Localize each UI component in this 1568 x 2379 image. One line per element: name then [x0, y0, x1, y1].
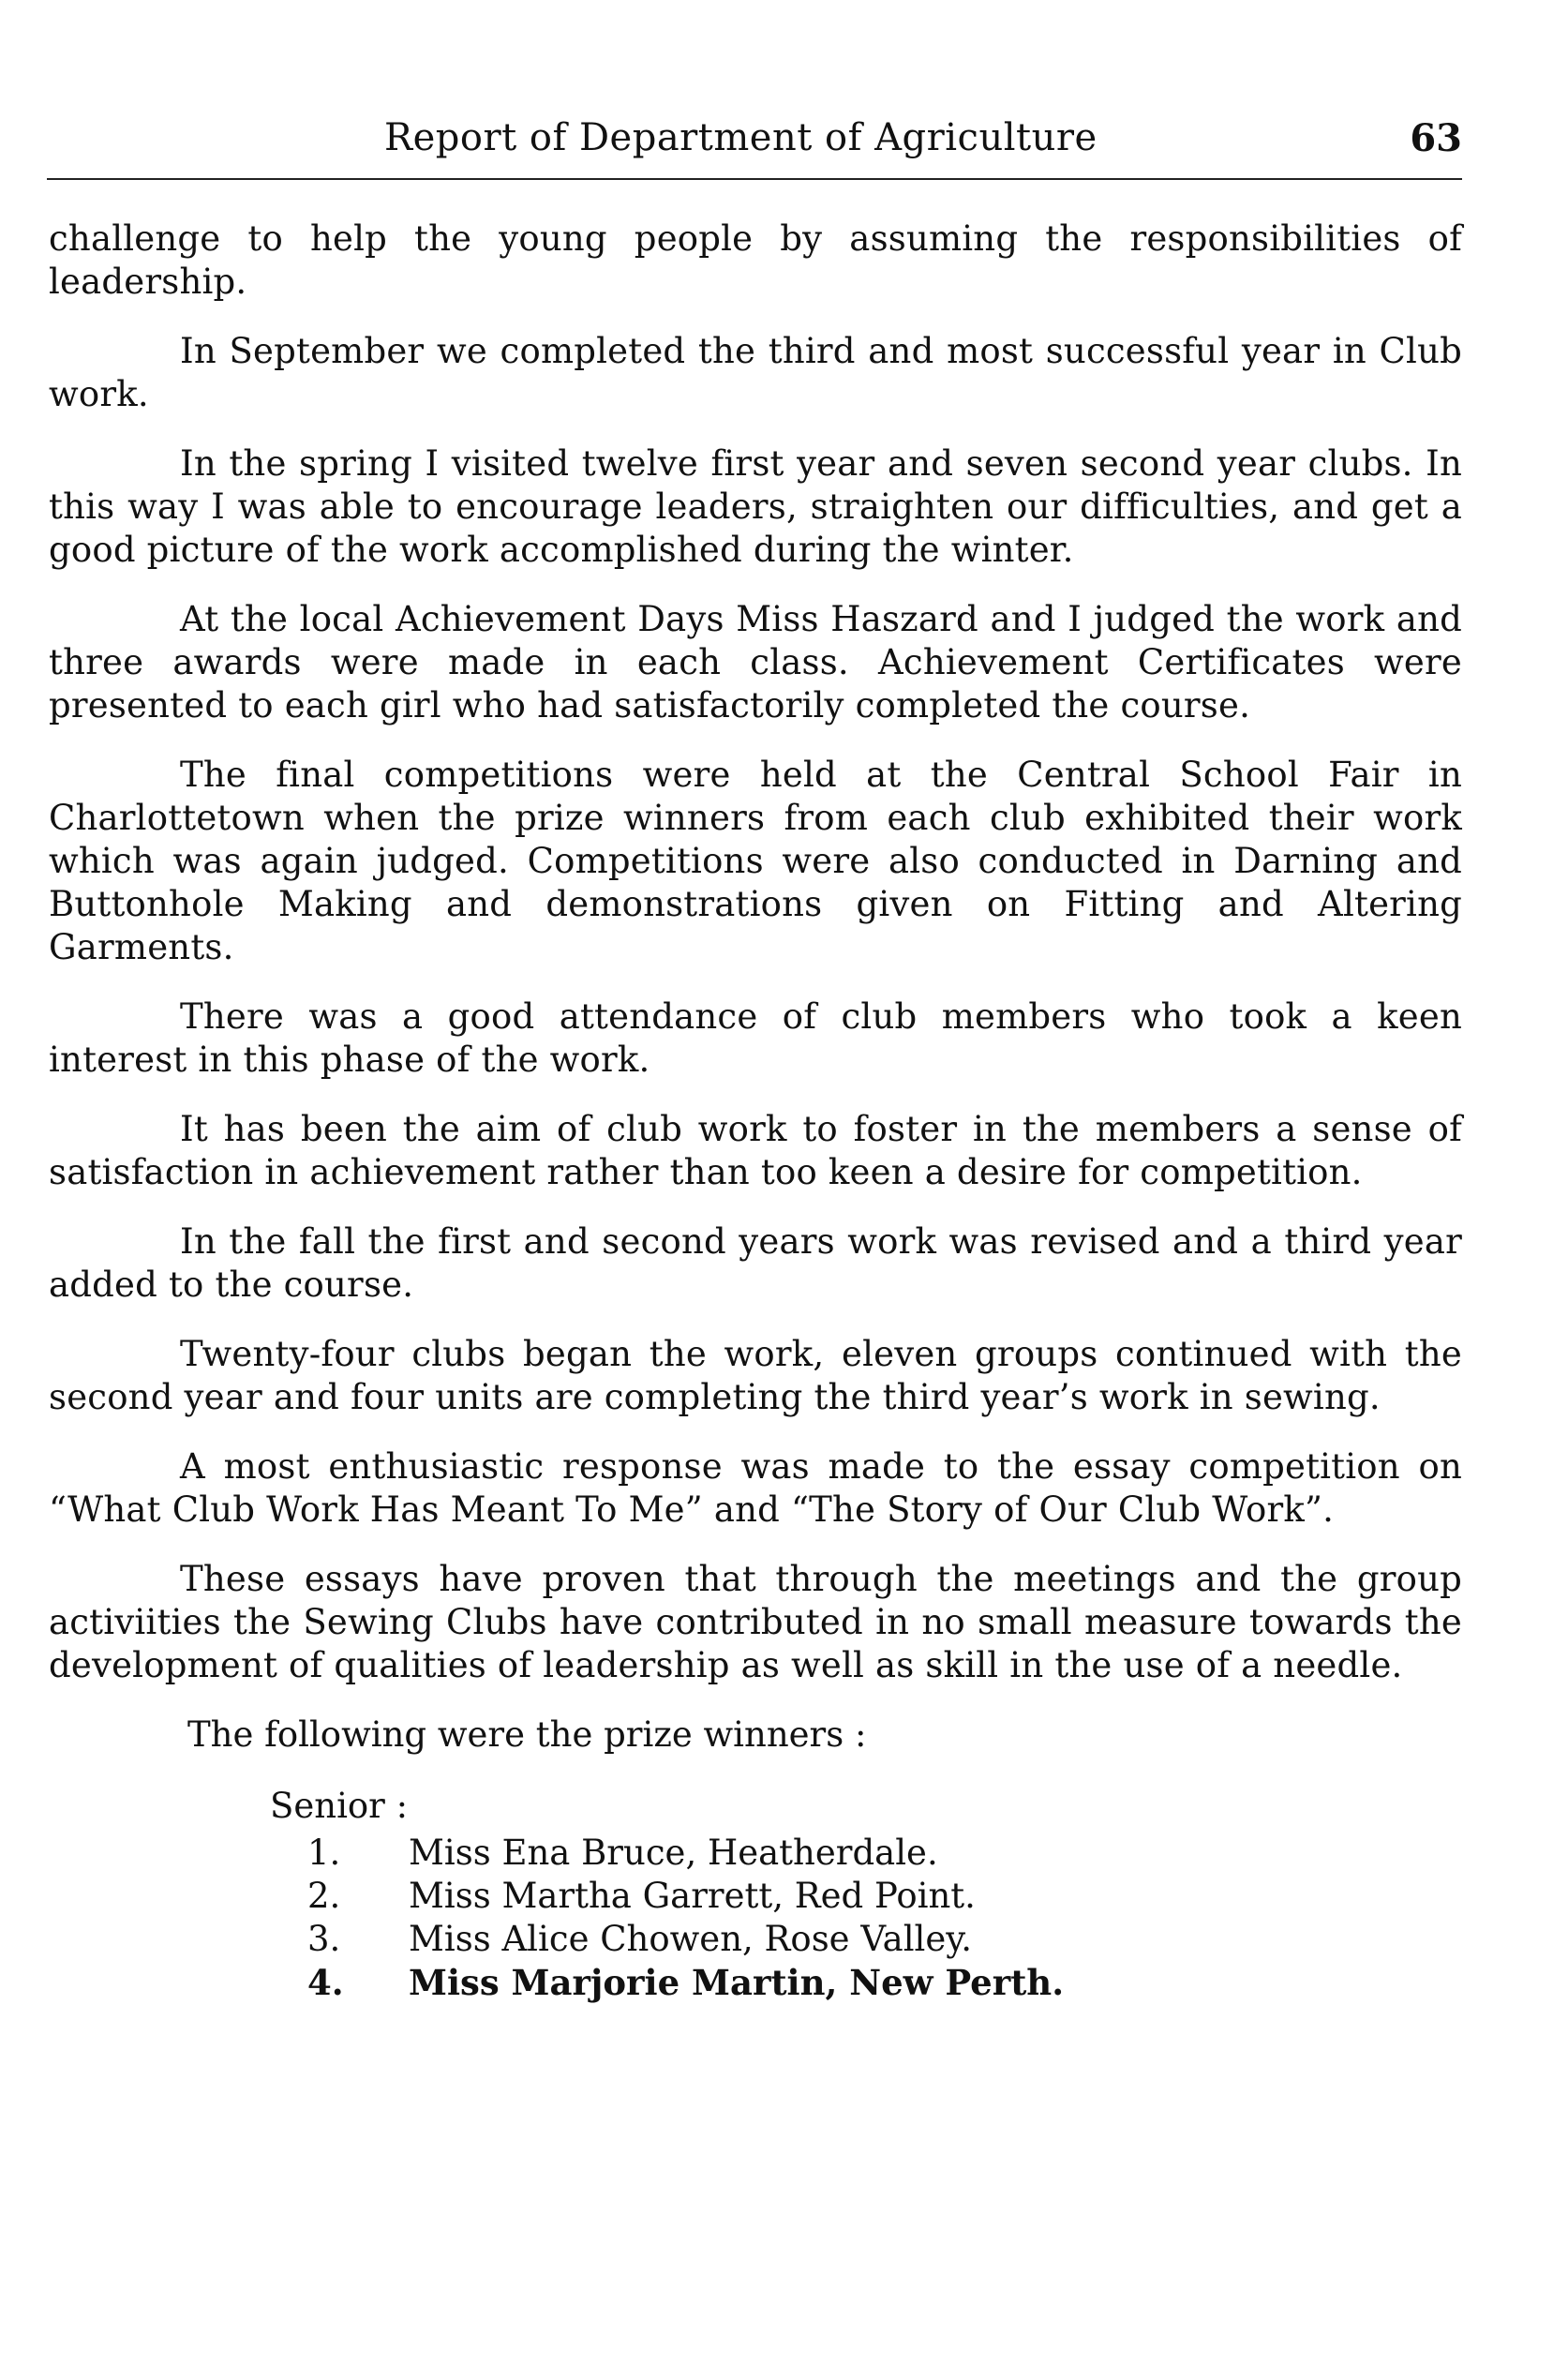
winner-item — [49, 1918, 1462, 1961]
paragraph: In the fall the first and second years work was revised and a third year added to the course. — [49, 1221, 1462, 1305]
paragraph: Twenty-four clubs began the work, eleven groups continued with the second year and four units are completing the third year’s work in sewing. — [49, 1334, 1462, 1417]
winner-name: Miss Alice Chowen, Rose Valley. — [409, 1919, 973, 1959]
winner-number: 3. — [307, 1919, 341, 1959]
page-body — [49, 217, 1462, 2004]
paragraph: At the local Achievement Days Miss Haszard and I judged the work and three awards were made in each class. Achievement Certificates were presented to each girl who had satisfactorily completed the course. — [49, 599, 1462, 726]
paragraph: In September we completed the third and most successful year in Club work. — [49, 331, 1462, 414]
running-title: Report of Department of Agriculture — [384, 116, 1098, 159]
winner-item — [49, 1961, 1462, 2004]
header-rule — [47, 178, 1462, 180]
winner-name: Miss Ena Bruce, Heatherdale. — [409, 1833, 938, 1873]
senior-label: Senior : — [270, 1786, 409, 1826]
paragraph: It has been the aim of club work to foster in the members a sense of satisfaction in achievement rather than too keen a desire for competition. — [49, 1109, 1462, 1192]
winner-item — [49, 1875, 1462, 1918]
prize-winners-intro: The following were the prize winners : — [187, 1714, 867, 1755]
winner-number: 4. — [307, 1962, 344, 2003]
winner-number: 2. — [307, 1876, 341, 1916]
winner-item — [49, 1832, 1462, 1875]
winner-number: 1. — [307, 1833, 341, 1873]
senior-winners-list — [49, 1832, 1462, 2004]
paragraph: A most enthusiastic response was made to the essay competition on “What Club Work Has Meant To Me” and “The Story of Our Club Work”. — [49, 1446, 1462, 1530]
paragraph: challenge to help the young people by assuming the responsibilities of leadership. — [49, 218, 1462, 302]
paragraph: In the spring I visited twelve first year and seven second year clubs. In this way I was able to encourage leaders, straighten our difficulties, and get a good picture of the work accomplished during the winter. — [49, 443, 1462, 570]
paragraph: These essays have proven that through the meetings and the group activiities the Sewing Clubs have contributed in no small measure towards the development of qualities of leadership as well as skill in the use of a needle. — [49, 1559, 1462, 1685]
page-number: 63 — [1410, 116, 1462, 160]
paragraph: There was a good attendance of club members who took a keen interest in this phase of the work. — [49, 996, 1462, 1080]
page-header — [47, 112, 1462, 187]
paragraph: The final competitions were held at the Central School Fair in Charlottetown when the prize winners from each club exhibited their work which was again judged. Competitions were also conducted in Darning and Buttonhole Making and demonstrations given on Fitting and Altering Garments. — [49, 755, 1462, 967]
winner-name: Miss Marjorie Martin, New Perth. — [409, 1962, 1065, 2003]
winner-name: Miss Martha Garrett, Red Point. — [409, 1876, 976, 1916]
